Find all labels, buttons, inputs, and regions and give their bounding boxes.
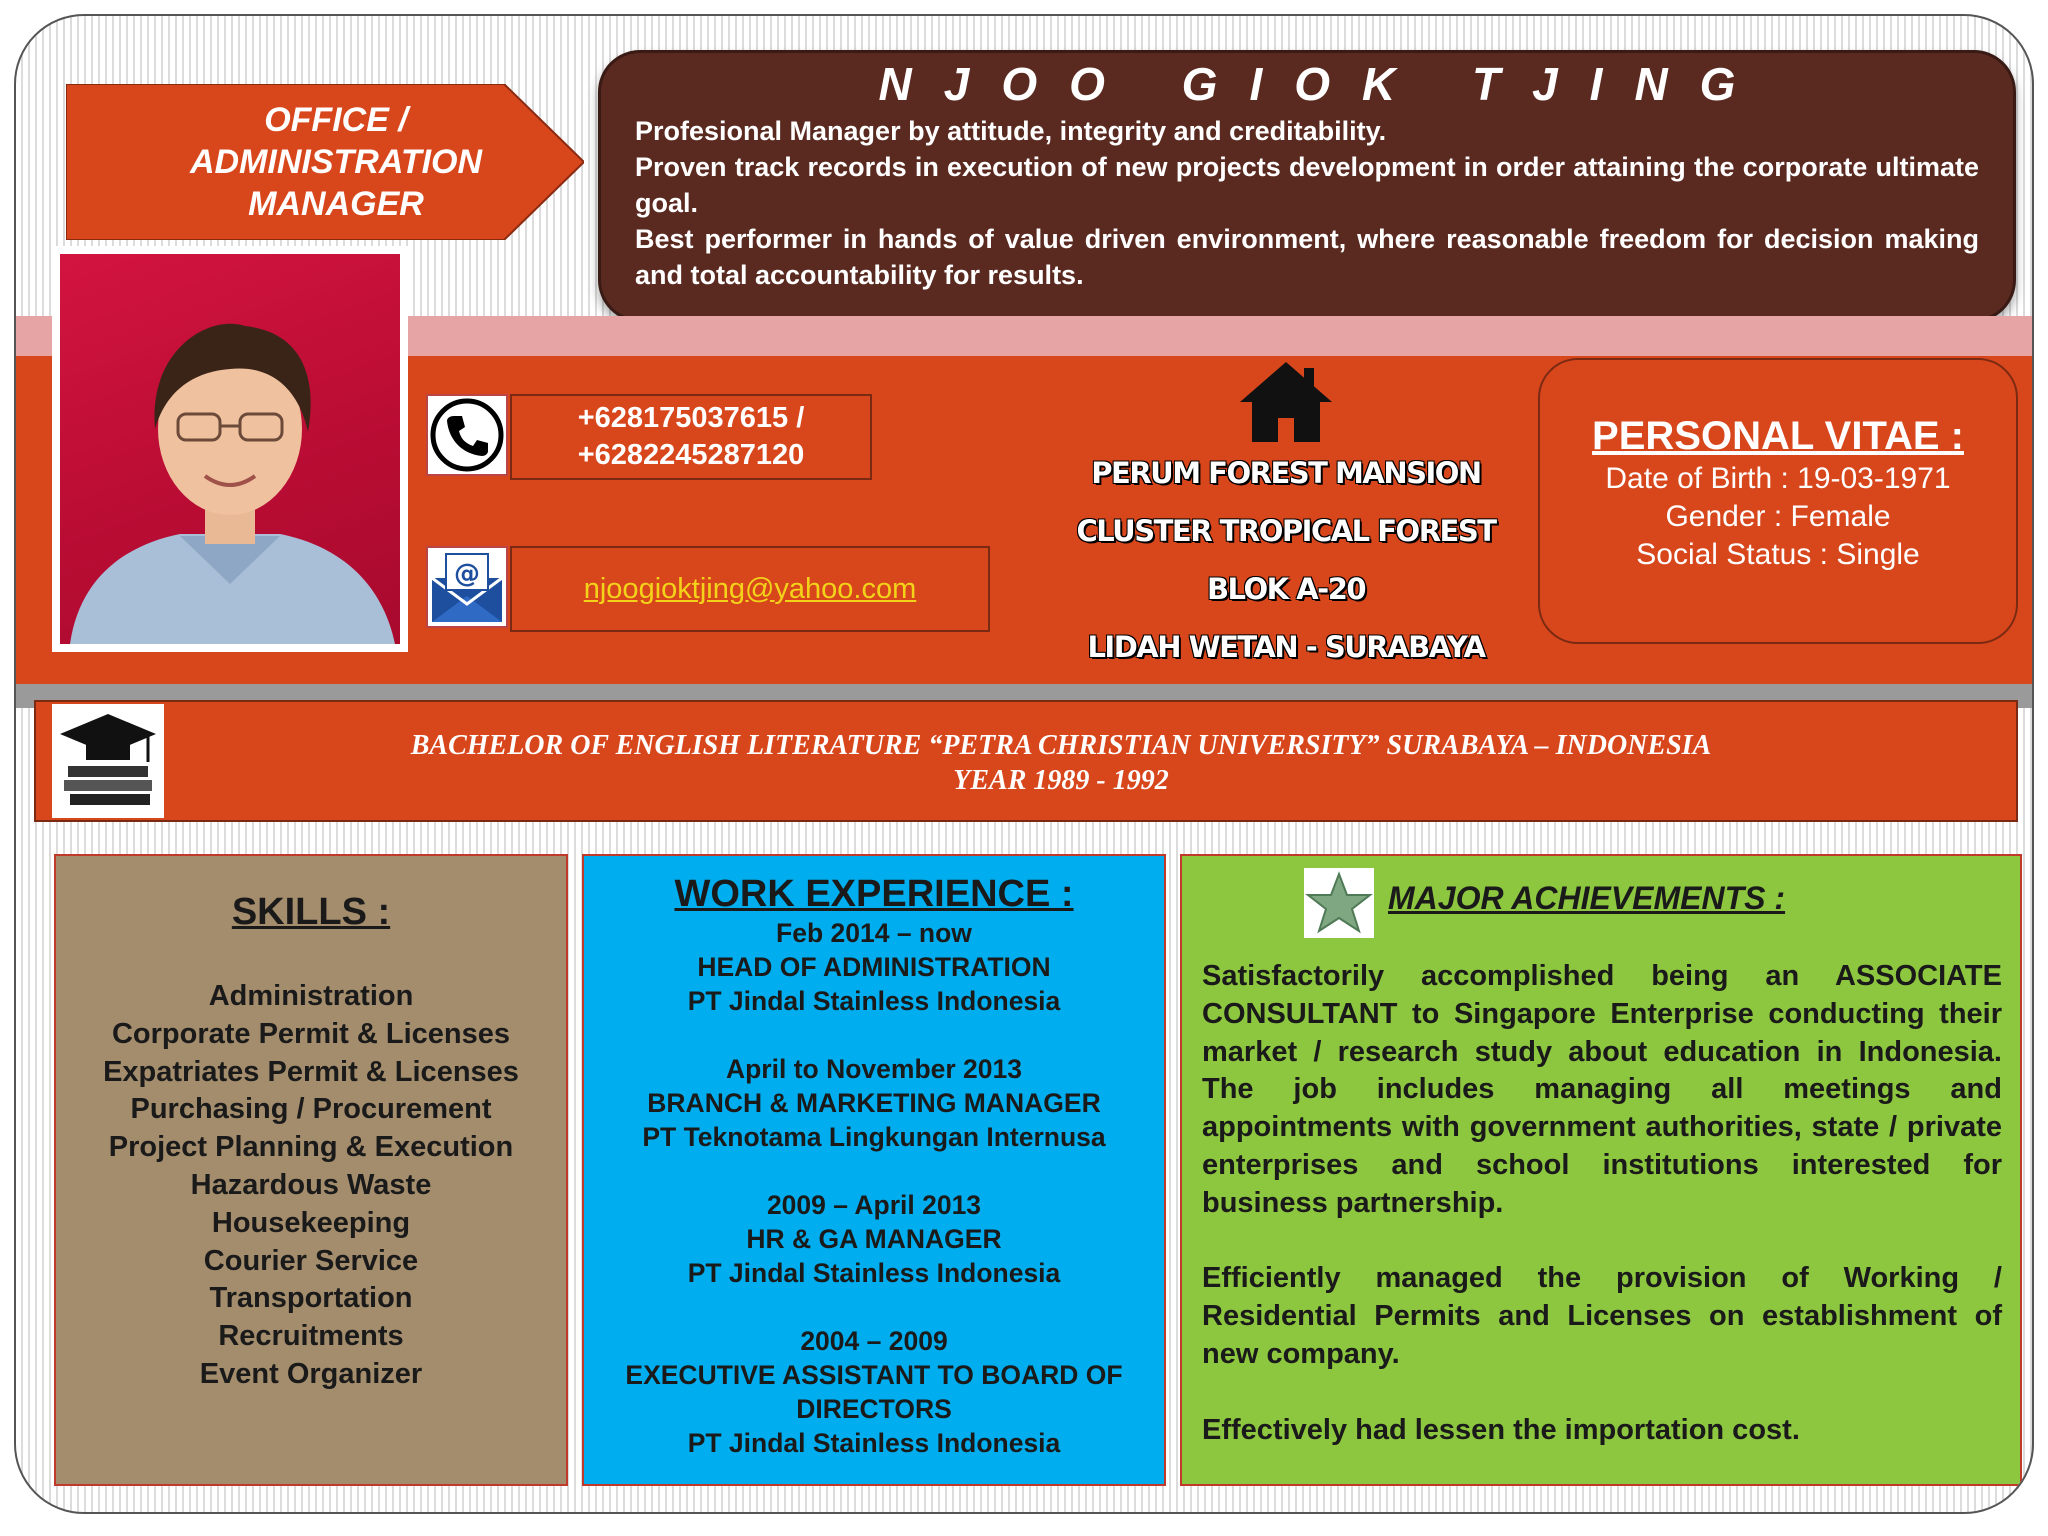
achievement-item: Satisfactorily accomplished being an ASSOCIATE CONSULTANT to Singapore Enterprise conducting their market / research study about education in Indonesia. The job includes managing all meetings and appointments with government authorities, state / private enterprises and school institutions interested for business partnership. <box>1202 960 2002 1219</box>
phone-number-1: +628175037615 / <box>577 402 805 434</box>
home-address <box>1056 444 1516 676</box>
svg-text:@: @ <box>454 559 480 589</box>
job-company: PT Teknotama Lingkungan Internusa <box>642 1122 1106 1152</box>
email-link[interactable]: njoogioktjing@yahoo.com <box>583 572 917 605</box>
job-title <box>86 98 586 226</box>
achievement-item: Efficiently managed the provision of Working / Residential Permits and Licenses on establishment of new company. <box>1202 1262 2002 1370</box>
job-entry <box>584 916 1164 1018</box>
address-line-3: BLOK A-20 <box>1206 572 1366 606</box>
skill-item: Recruitments <box>218 1320 404 1353</box>
profile-photo <box>60 254 400 644</box>
summary-line-3: Best performer in hands of value driven environment, where reasonable freedom for decision making and total accountability for results. <box>635 224 1979 290</box>
star-icon <box>1304 868 1374 938</box>
work-experience-title: WORK EXPERIENCE : <box>674 873 1074 915</box>
job-title-line3: MANAGER <box>248 185 424 223</box>
profile-photo-frame <box>52 246 408 652</box>
job-role: HEAD OF ADMINISTRATION <box>697 952 1051 982</box>
job-role-continued: DIRECTORS <box>796 1394 952 1424</box>
job-company: PT Jindal Stainless Indonesia <box>687 1428 1061 1458</box>
achievements-panel <box>1180 854 2022 1486</box>
job-company: PT Jindal Stainless Indonesia <box>687 986 1061 1016</box>
skill-item: Hazardous Waste <box>190 1168 432 1201</box>
person-name: NJOO GIOK TJING <box>878 58 1768 110</box>
gender: Gender : Female <box>1665 500 1891 533</box>
education-degree: BACHELOR OF ENGLISH LITERATURE “PETRA CHRISTIAN UNIVERSITY” SURABAYA – INDONESIA <box>410 730 1712 761</box>
skill-item: Administration <box>208 980 414 1012</box>
job-role: BRANCH & MARKETING MANAGER <box>647 1088 1101 1118</box>
job-role: HR & GA MANAGER <box>746 1224 1002 1254</box>
skill-item: Purchasing / Procurement <box>130 1093 492 1126</box>
skills-list <box>56 978 566 1394</box>
personal-vitae-box <box>1538 358 2018 644</box>
date-of-birth: Date of Birth : 19-03-1971 <box>1605 462 1951 495</box>
achievements-title: MAJOR ACHIEVEMENTS : <box>1388 880 1786 916</box>
job-period: Feb 2014 – now <box>776 918 972 948</box>
achievement-item: Effectively had lessen the importation cost. <box>1202 1413 1800 1446</box>
email-icon <box>426 546 508 628</box>
personal-vitae-title: PERSONAL VITAE : <box>1592 414 1964 458</box>
phone-field <box>510 394 872 480</box>
summary-line-1: Profesional Manager by attitude, integrity and creditability. <box>635 116 1387 146</box>
job-title-line2: ADMINISTRATION <box>189 143 483 181</box>
job-period: 2004 – 2009 <box>800 1326 948 1356</box>
education-banner <box>34 700 2018 822</box>
resume-page <box>14 14 2034 1514</box>
job-entry <box>584 1052 1164 1154</box>
job-entry <box>584 1188 1164 1290</box>
summary-line-2: Proven track records in execution of new projects development in order attaining the corporate ultimate goal. <box>635 152 1979 218</box>
skills-title: SKILLS : <box>231 891 391 933</box>
email-field <box>510 546 990 632</box>
skill-item: Courier Service <box>203 1244 419 1277</box>
education-text <box>186 728 1936 798</box>
skills-panel <box>54 854 568 1486</box>
skill-item: Expatriates Permit & Licenses <box>103 1055 519 1088</box>
education-year: YEAR 1989 - 1992 <box>953 765 1169 796</box>
job-role: EXECUTIVE ASSISTANT TO BOARD OF <box>625 1360 1123 1390</box>
job-period: 2009 – April 2013 <box>766 1190 982 1220</box>
skill-item: Project Planning & Execution <box>108 1131 514 1164</box>
job-title-line1: OFFICE / <box>264 101 408 139</box>
job-entry <box>584 1324 1164 1460</box>
job-period: April to November 2013 <box>725 1054 1023 1084</box>
work-experience-panel <box>582 854 1166 1486</box>
house-icon <box>1238 358 1334 444</box>
person-silhouette <box>60 254 400 644</box>
job-title-banner <box>66 84 584 240</box>
social-status: Social Status : Single <box>1636 538 1920 571</box>
skill-item: Housekeeping <box>211 1206 411 1239</box>
skill-item: Event Organizer <box>199 1357 423 1390</box>
job-company: PT Jindal Stainless Indonesia <box>687 1258 1061 1288</box>
address-line-1: PERUM FOREST MANSION <box>1091 456 1481 490</box>
skill-item: Corporate Permit & Licenses <box>111 1017 511 1050</box>
phone-number-2: +6282245287120 <box>577 439 805 471</box>
summary-box <box>598 50 2016 322</box>
address-line-4: LIDAH WETAN - SURABAYA <box>1087 630 1485 664</box>
graduation-cap-icon <box>52 704 164 818</box>
skill-item: Transportation <box>209 1282 413 1315</box>
achievements-list <box>1202 958 2002 1449</box>
phone-icon <box>426 394 508 476</box>
address-line-2: CLUSTER TROPICAL FOREST <box>1076 514 1496 548</box>
